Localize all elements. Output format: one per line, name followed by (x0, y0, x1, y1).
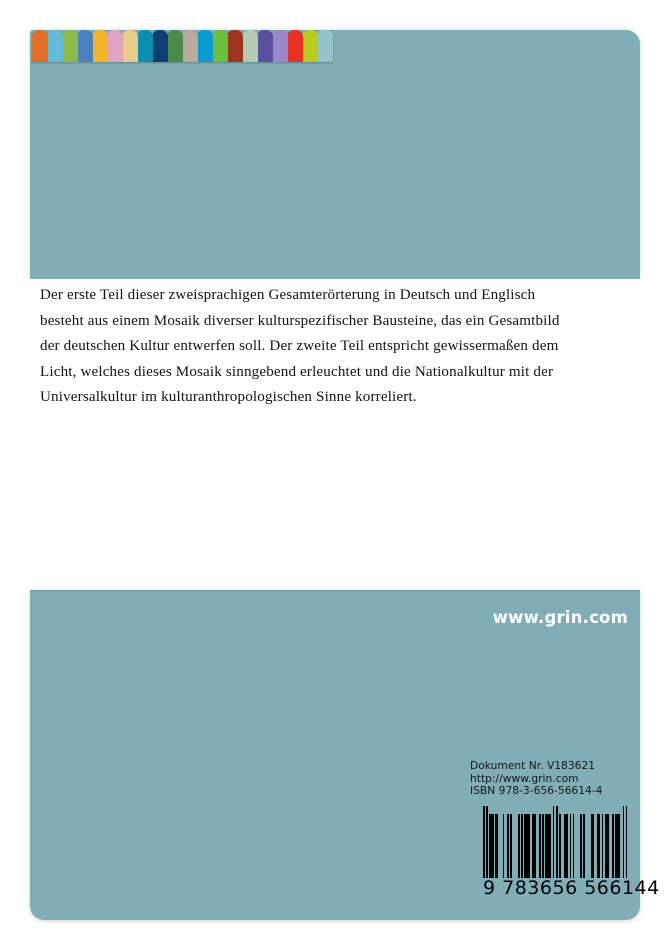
color-tab-12 (197, 30, 213, 62)
color-tab-18 (287, 30, 303, 62)
top-teal-panel (30, 30, 640, 279)
barcode-bar (626, 806, 628, 878)
color-tab-13 (212, 30, 228, 62)
barcode-bars (483, 806, 628, 878)
color-tab-10 (167, 30, 183, 62)
color-tab-4 (77, 30, 93, 62)
color-tab-8 (137, 30, 153, 62)
color-tab-7 (122, 30, 138, 62)
isbn-barcode (483, 806, 660, 899)
document-number: Dokument Nr. V183621 (470, 759, 596, 772)
color-tab-strip (32, 30, 332, 62)
color-tab-2 (47, 30, 63, 62)
color-tab-1 (32, 30, 48, 62)
publisher-url[interactable]: www.grin.com (492, 608, 628, 627)
color-tab-19 (302, 30, 318, 62)
color-tab-5 (92, 30, 108, 62)
color-tab-16 (257, 30, 273, 62)
isbn-text: ISBN 978-3-656-56614-4 (470, 784, 603, 798)
color-tab-3 (62, 30, 78, 62)
color-tab-11 (182, 30, 198, 62)
barcode-digits: 9 783656 566144 (483, 877, 660, 899)
color-tab-14 (227, 30, 243, 62)
document-info-block (470, 760, 602, 798)
color-tab-20 (317, 30, 333, 62)
color-tab-17 (272, 30, 288, 62)
back-cover-blurb: Der erste Teil dieser zweisprachigen Gesamterörterung in Deutsch und Englisch besteht aus einem Mosaik diverser kulturspezifischer Bausteine, das ein Gesamtbild der deutschen Kultur entwerfen soll. Der zweite Teil entspricht gewissermaßen dem Licht, welches dieses Mosaik sinngebend erleuchtet und die Nationalkultur mit der Universalkultur im kulturanthropologischen Sinne korreliert. (40, 287, 560, 406)
color-tab-6 (107, 30, 123, 62)
color-tab-15 (242, 30, 258, 62)
publisher-website[interactable]: http://www.grin.com (470, 771, 579, 785)
color-tab-9 (152, 30, 168, 62)
